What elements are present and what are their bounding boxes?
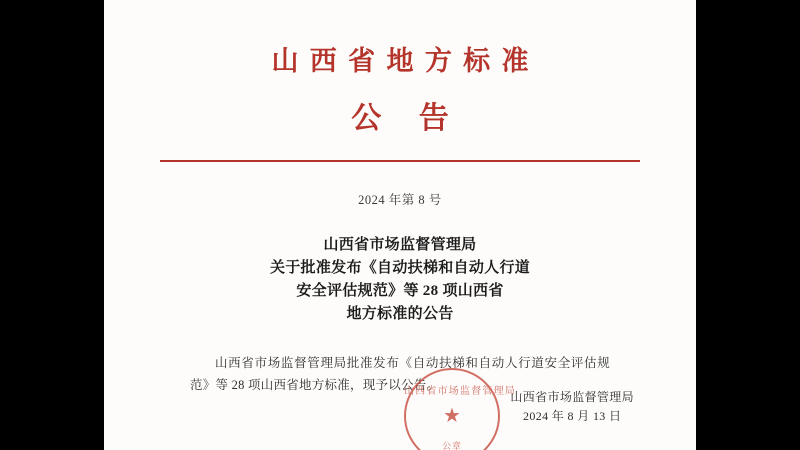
- seal-top-text: 山西省市场监督管理局: [404, 386, 516, 397]
- document-title-line-2: 公 告: [351, 102, 464, 135]
- signature-organization: 山西省市场监督管理局: [510, 390, 634, 404]
- document-page: [104, 0, 696, 450]
- subject-line: 安全评估规范》等 28 项山西省: [296, 283, 504, 299]
- issue-number: 2024 年第 8 号: [358, 193, 442, 207]
- title-divider-rule: [160, 160, 640, 162]
- signature-block: [510, 388, 634, 426]
- seal-star-icon: ★: [443, 405, 461, 427]
- subject-line: 地方标准的公告: [346, 306, 454, 322]
- body-paragraph: 山西省市场监督管理局批准发布《自动扶梯和自动人行道安全评估规范》等 28 项山西省地方标准，现予以公告。: [190, 356, 610, 392]
- subject-line: 山西省市场监督管理局: [323, 237, 477, 253]
- document-title-line-1: 山西省地方标准: [271, 46, 540, 76]
- subject-line: 关于批准发布《自动扶梯和自动人行道: [269, 260, 531, 276]
- signature-date: 2024 年 8 月 13 日: [522, 409, 622, 423]
- document-subject: [104, 234, 696, 326]
- seal-bottom-text: 公章: [442, 441, 462, 450]
